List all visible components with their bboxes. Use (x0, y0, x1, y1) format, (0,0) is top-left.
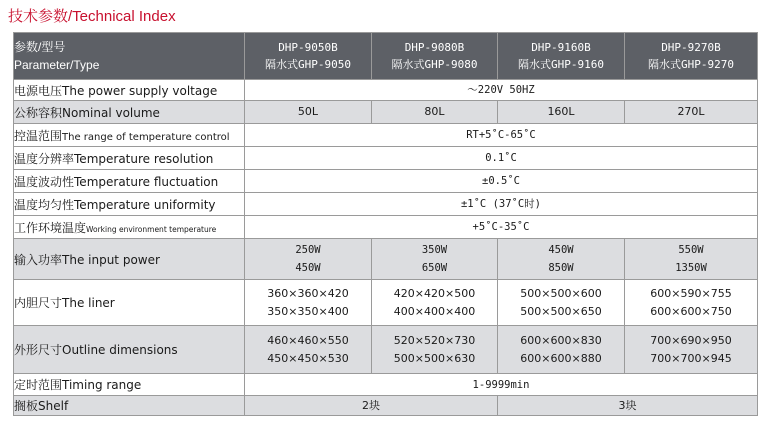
spec-table (13, 32, 758, 416)
outline-dim: 600×600×880 (520, 351, 602, 365)
row-shelf (14, 396, 758, 416)
outline-dim: 500×500×630 (393, 351, 476, 365)
label-en: Temperature uniformity (74, 197, 216, 212)
row-label (14, 101, 245, 124)
row-liner (14, 280, 758, 326)
liner-dim: 500×500×600 (520, 286, 602, 300)
row-label (14, 80, 245, 101)
label-en: Nominal volume (62, 105, 160, 120)
model-name: 隔水式GHP-9080 (391, 58, 478, 71)
label-cn: 工作环境温度 (14, 220, 87, 235)
model-code: DHP-9160B (531, 41, 591, 54)
header-row (14, 33, 758, 80)
model-name: 隔水式GHP-9050 (265, 58, 351, 71)
row-label (14, 326, 245, 374)
param-header-cn: 参数/型号 (14, 40, 66, 54)
volume-value: 50L (245, 101, 372, 124)
outline-value (245, 326, 372, 374)
liner-dim: 420×420×500 (393, 286, 476, 300)
liner-value (372, 280, 498, 326)
row-volume (14, 101, 758, 124)
row-env-temp (14, 216, 758, 239)
outline-value (625, 326, 758, 374)
label-en: The input power (62, 252, 160, 267)
label-en: The liner (62, 296, 115, 310)
liner-dim: 600×590×755 (650, 286, 732, 300)
param-header-en: Parameter/Type (14, 58, 100, 72)
model-name: 隔水式GHP-9270 (648, 58, 734, 71)
label-cn: 温度均匀性 (14, 197, 75, 212)
power-low: 350W (421, 244, 448, 256)
row-timing (14, 374, 758, 396)
liner-dim: 350×350×400 (267, 304, 349, 318)
param-type-header (14, 33, 245, 80)
volume-value: 80L (372, 101, 498, 124)
model-header-1 (245, 33, 372, 80)
uniformity-value: ±1˚C (37˚C时) (245, 193, 758, 216)
outline-dim: 700×700×945 (650, 351, 732, 365)
power-high: 850W (548, 262, 574, 274)
row-label (14, 147, 245, 170)
input-power-value (498, 239, 625, 280)
liner-dim: 360×360×420 (267, 286, 349, 300)
row-label (14, 216, 245, 239)
row-label (14, 280, 245, 326)
label-cn: 输入功率 (14, 252, 63, 267)
timing-value: 1-9999min (245, 374, 758, 396)
model-header-3 (498, 33, 625, 80)
liner-dim: 400×400×400 (393, 304, 476, 318)
page-title: 技术参数/Technical Index (8, 8, 176, 25)
label-cn: 搁板 (14, 399, 39, 413)
row-input-power (14, 239, 758, 280)
liner-dim: 500×500×650 (520, 304, 602, 318)
power-low: 550W (678, 244, 704, 256)
outline-dim: 520×520×730 (393, 333, 476, 347)
label-cn: 电源电压 (14, 83, 63, 98)
label-en: The power supply voltage (62, 83, 218, 98)
label-en: Timing range (62, 378, 142, 392)
volume-value: 270L (625, 101, 758, 124)
liner-dim: 600×600×750 (650, 304, 732, 318)
label-cn: 控温范围 (14, 128, 63, 143)
row-uniformity (14, 193, 758, 216)
model-code: DHP-9050B (278, 41, 338, 54)
env-temp-value: +5˚C-35˚C (245, 216, 758, 239)
label-en: Outline dimensions (62, 343, 178, 357)
row-outline (14, 326, 758, 374)
input-power-value (245, 239, 372, 280)
row-fluctuation (14, 170, 758, 193)
liner-value (245, 280, 372, 326)
row-label (14, 396, 245, 416)
model-header-4 (625, 33, 758, 80)
label-en: Shelf (38, 399, 69, 413)
input-power-value (625, 239, 758, 280)
voltage-value: ～220V 50HZ (245, 80, 758, 101)
row-label (14, 124, 245, 147)
model-code: DHP-9080B (404, 41, 465, 54)
input-power-value (372, 239, 498, 280)
fluctuation-value: ±0.5˚C (245, 170, 758, 193)
power-low: 250W (295, 244, 321, 256)
power-high: 450W (295, 262, 321, 274)
label-cn: 内胆尺寸 (14, 296, 63, 310)
row-label (14, 239, 245, 280)
row-label (14, 374, 245, 396)
model-name: 隔水式GHP-9160 (518, 58, 604, 71)
label-en: Temperature resolution (74, 151, 214, 166)
row-temp-range (14, 124, 758, 147)
label-cn: 公称容积 (14, 105, 63, 120)
model-header-2 (372, 33, 498, 80)
outline-value (498, 326, 625, 374)
outline-dim: 700×690×950 (650, 333, 732, 347)
row-label (14, 193, 245, 216)
power-high: 650W (421, 262, 448, 274)
power-high: 1350W (675, 262, 707, 274)
row-resolution (14, 147, 758, 170)
row-voltage (14, 80, 758, 101)
volume-value: 160L (498, 101, 625, 124)
shelf-value: 3块 (498, 396, 758, 416)
label-cn: 温度分辨率 (14, 151, 75, 166)
outline-dim: 600×600×830 (520, 333, 602, 347)
label-en: Working environment temperature (86, 224, 217, 234)
row-label (14, 170, 245, 193)
outline-dim: 450×450×530 (267, 351, 349, 365)
outline-value (372, 326, 498, 374)
label-en: The range of temperature control (62, 131, 230, 143)
liner-value (498, 280, 625, 326)
shelf-value: 2块 (245, 396, 498, 416)
power-low: 450W (548, 244, 574, 256)
label-en: Temperature fluctuation (74, 174, 219, 189)
outline-dim: 460×460×550 (267, 333, 349, 347)
label-cn: 温度波动性 (14, 174, 75, 189)
resolution-value: 0.1˚C (245, 147, 758, 170)
liner-value (625, 280, 758, 326)
label-cn: 外形尺寸 (14, 343, 63, 357)
label-cn: 定时范围 (14, 378, 63, 392)
model-code: DHP-9270B (661, 41, 721, 54)
temp-range-value: RT+5˚C-65˚C (245, 124, 758, 147)
